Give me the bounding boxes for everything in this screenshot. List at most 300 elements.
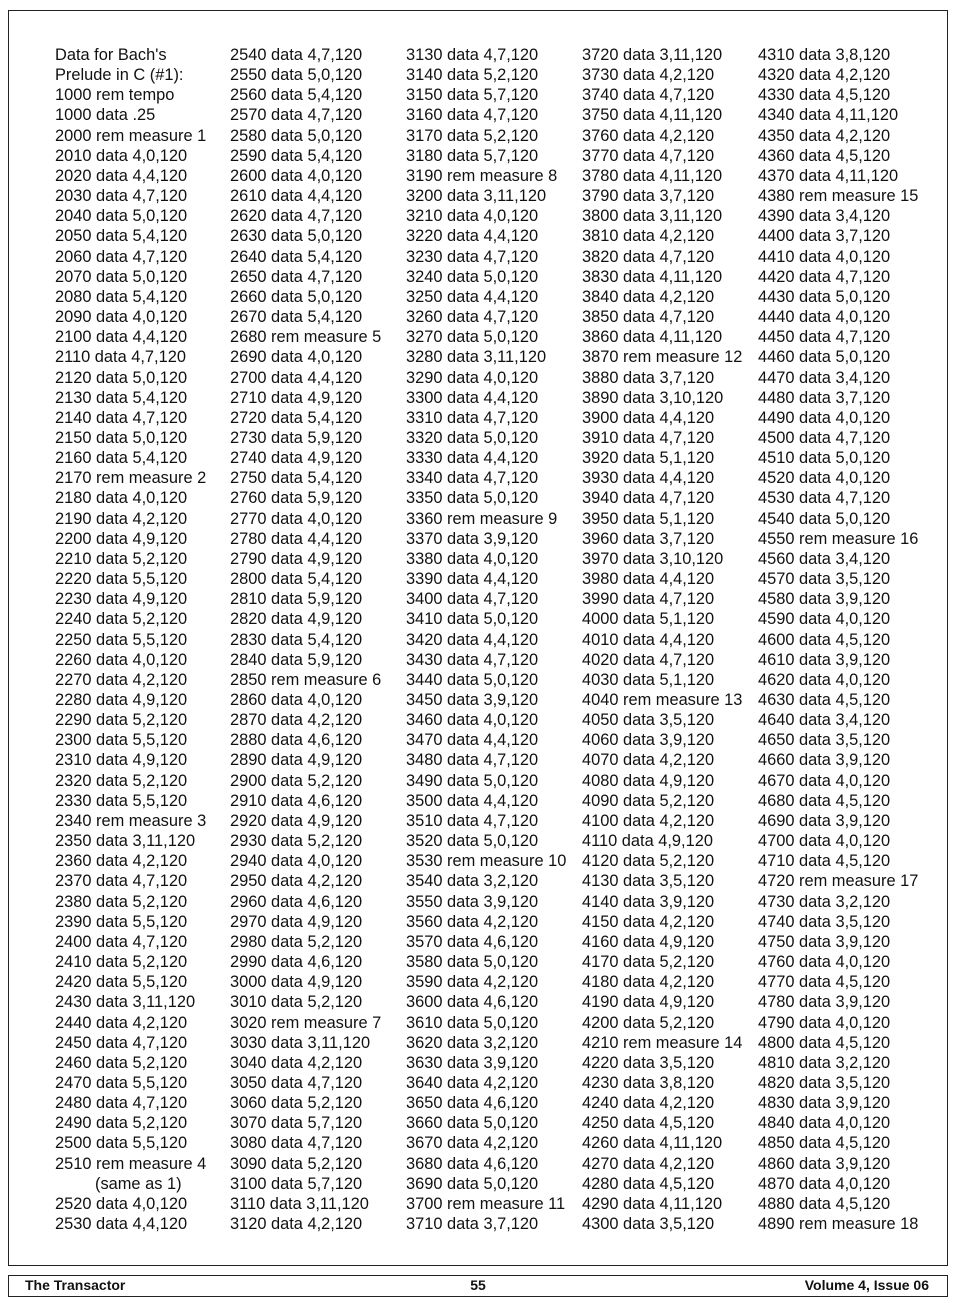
listing-line: 2340 rem measure 3: [55, 811, 207, 830]
listing-line: 4170 data 5,2,120: [582, 953, 715, 972]
listing-line: 2090 data 4,0,120: [55, 308, 188, 327]
listing-line: 4590 data 4,0,120: [758, 610, 891, 629]
listing-line: 2820 data 4,9,120: [230, 610, 363, 629]
listing-line: 2210 data 5,2,120: [55, 549, 188, 568]
listing-line: 2250 data 5,5,120: [55, 630, 188, 649]
listing-line: 2670 data 5,4,120: [230, 308, 363, 327]
listing-line: 2200 data 4,9,120: [55, 529, 188, 548]
listing-line: 3740 data 4,7,120: [582, 86, 715, 105]
listing-line: 3750 data 4,11,120: [582, 106, 723, 125]
listing-line: 2040 data 5,0,120: [55, 207, 188, 226]
listing-line: 4340 data 4,11,120: [758, 106, 899, 125]
listing-line: 3970 data 3,10,120: [582, 549, 724, 568]
listing-line: 3230 data 4,7,120: [406, 247, 539, 266]
listing-line: 3080 data 4,7,120: [230, 1134, 363, 1153]
listing-line: 2890 data 4,9,120: [230, 751, 363, 770]
listing-line: 2540 data 4,7,120: [230, 46, 363, 64]
page-number: 55: [470, 1277, 486, 1293]
listing-line: 3470 data 4,4,120: [406, 731, 539, 750]
listing-line: 2610 data 4,4,120: [230, 187, 363, 206]
listing-line: 4140 data 3,9,120: [582, 892, 715, 911]
listing-line: 3810 data 4,2,120: [582, 227, 715, 246]
listing-line: 4010 data 4,4,120: [582, 630, 715, 649]
listing-line: 2440 data 4,2,120: [55, 1013, 188, 1032]
listing-line: 2980 data 5,2,120: [230, 932, 363, 951]
listing-line: 2480 data 4,7,120: [55, 1094, 188, 1113]
listing-line: 2560 data 5,4,120: [230, 86, 363, 105]
listing-line: 3200 data 3,11,120: [406, 187, 547, 206]
listing-line: 4610 data 3,9,120: [758, 650, 891, 669]
listing-line: 2470 data 5,5,120: [55, 1073, 188, 1092]
listing-line: 3270 data 5,0,120: [406, 328, 539, 347]
listing-line: 3690 data 5,0,120: [406, 1174, 539, 1193]
listing-line: 3990 data 4,7,120: [582, 590, 715, 609]
listing-line: 4700 data 4,0,120: [758, 832, 891, 851]
listing-line: 3150 data 5,7,120: [406, 86, 539, 105]
listing-line: 2410 data 5,2,120: [55, 953, 188, 972]
listing-line: 3720 data 3,11,120: [582, 46, 723, 64]
listing-line: 2660 data 5,0,120: [230, 287, 363, 306]
listing-line: 4620 data 4,0,120: [758, 670, 891, 689]
listing-line: 4310 data 3,8,120: [758, 46, 891, 64]
listing-line: 4560 data 3,4,120: [758, 549, 891, 568]
listing-line: 3780 data 4,11,120: [582, 166, 723, 185]
listing-line: 2970 data 4,9,120: [230, 912, 363, 931]
listing-line: 3000 data 4,9,120: [230, 973, 363, 992]
listing-line: 4770 data 4,5,120: [758, 973, 891, 992]
listing-line: 2650 data 4,7,120: [230, 267, 363, 286]
listing-line: 2880 data 4,6,120: [230, 731, 363, 750]
listing-line: 3530 rem measure 10: [406, 852, 567, 871]
listing-line: 4680 data 4,5,120: [758, 791, 891, 810]
listing-line: 1000 rem tempo: [55, 86, 175, 105]
listing-line: 4640 data 3,4,120: [758, 711, 891, 730]
listing-line: 4080 data 4,9,120: [582, 771, 715, 790]
listing-line: 3670 data 4,2,120: [406, 1134, 539, 1153]
listing-line: 4490 data 4,0,120: [758, 408, 891, 427]
listing-line: 4180 data 4,2,120: [582, 973, 715, 992]
listing-line: 4210 rem measure 14: [582, 1033, 743, 1052]
listing-line: 2510 rem measure 4: [55, 1154, 207, 1173]
listing-line: 3570 data 4,6,120: [406, 932, 539, 951]
listing-line: 3730 data 4,2,120: [582, 66, 715, 85]
listing-line: 3280 data 3,11,120: [406, 348, 547, 367]
listing-line: 2150 data 5,0,120: [55, 428, 188, 447]
listing-line: 4240 data 4,2,120: [582, 1094, 715, 1113]
listing-line: 3480 data 4,7,120: [406, 751, 539, 770]
listing-line: 3410 data 5,0,120: [406, 610, 539, 629]
listing-line: 3010 data 5,2,120: [230, 993, 363, 1012]
listing-line: 4150 data 4,2,120: [582, 912, 715, 931]
listing-line: 2180 data 4,0,120: [55, 489, 188, 508]
listing-line: 3290 data 4,0,120: [406, 368, 539, 387]
listing-line: 3450 data 3,9,120: [406, 691, 539, 709]
listing-line: 4220 data 3,5,120: [582, 1053, 715, 1072]
listing-line: 4230 data 3,8,120: [582, 1073, 715, 1092]
listing-line: 4400 data 3,7,120: [758, 227, 891, 246]
listing-line: 4420 data 4,7,120: [758, 267, 891, 286]
listing-line: 4740 data 3,5,120: [758, 912, 891, 931]
listing-line: 2240 data 5,2,120: [55, 610, 188, 629]
listing-line: 2400 data 4,7,120: [55, 932, 188, 951]
listing-line: 3240 data 5,0,120: [406, 267, 539, 286]
listing-line: 4760 data 4,0,120: [758, 953, 891, 972]
listing-line: 2160 data 5,4,120: [55, 449, 188, 468]
listing-line: 3560 data 4,2,120: [406, 912, 539, 931]
listing-line: 3040 data 4,2,120: [230, 1053, 363, 1072]
listing-line: 2990 data 4,6,120: [230, 953, 363, 972]
listing-line: 3660 data 5,0,120: [406, 1114, 539, 1133]
listing-line: 3400 data 4,7,120: [406, 590, 539, 609]
listing-line: 4350 data 4,2,120: [758, 126, 891, 145]
listing-line: 3380 data 4,0,120: [406, 549, 539, 568]
listing-line: 2910 data 4,6,120: [230, 791, 363, 810]
listing-line: 4320 data 4,2,120: [758, 66, 891, 85]
listing-line: 2780 data 4,4,120: [230, 529, 363, 548]
listing-line: 4480 data 3,7,120: [758, 388, 891, 407]
listing-line: 2230 data 4,9,120: [55, 590, 188, 609]
listing-line: 4540 data 5,0,120: [758, 509, 891, 528]
listing-line: 2220 data 5,5,120: [55, 570, 188, 589]
listing-line: 3180 data 5,7,120: [406, 146, 539, 165]
listing-line: 4720 rem measure 17: [758, 872, 919, 891]
listing-line: 3260 data 4,7,120: [406, 308, 539, 327]
listing-line: 3630 data 3,9,120: [406, 1053, 539, 1072]
listing-line: 4190 data 4,9,120: [582, 993, 715, 1012]
listing-line: 4300 data 3,5,120: [582, 1215, 715, 1234]
listing-line: 4330 data 4,5,120: [758, 86, 891, 105]
listing-line: 3580 data 5,0,120: [406, 953, 539, 972]
listing-line: 4890 rem measure 18: [758, 1215, 919, 1234]
listing-line: 4880 data 4,5,120: [758, 1194, 891, 1213]
listing-line: 4370 data 4,11,120: [758, 166, 899, 185]
listing-line: 2190 data 4,2,120: [55, 509, 188, 528]
listing-line: 2710 data 4,9,120: [230, 388, 363, 407]
listing-line: 2570 data 4,7,120: [230, 106, 363, 125]
listing-line: 4550 rem measure 16: [758, 529, 919, 548]
listing-line: 2310 data 4,9,120: [55, 751, 188, 770]
listing-line: 3110 data 3,11,120: [230, 1194, 369, 1213]
listing-line: 2270 data 4,2,120: [55, 670, 188, 689]
listing-line: 3070 data 5,7,120: [230, 1114, 363, 1133]
listing-line: 4840 data 4,0,120: [758, 1114, 891, 1133]
listing-line: 2380 data 5,2,120: [55, 892, 188, 911]
listing-line: 4750 data 3,9,120: [758, 932, 891, 951]
listing-line: 2750 data 5,4,120: [230, 469, 363, 488]
listing-line: 4800 data 4,5,120: [758, 1033, 891, 1052]
listing-line: 4380 rem measure 15: [758, 187, 919, 206]
listing-line: 4860 data 3,9,120: [758, 1154, 891, 1173]
listing-line: 4500 data 4,7,120: [758, 428, 891, 447]
listing-line: 4030 data 5,1,120: [582, 670, 715, 689]
listing-line: 3170 data 5,2,120: [406, 126, 539, 145]
listing-line: 4290 data 4,11,120: [582, 1194, 723, 1213]
listing-line: 4470 data 3,4,120: [758, 368, 891, 387]
publication-name: The Transactor: [25, 1277, 126, 1293]
listing-line: 2940 data 4,0,120: [230, 852, 363, 871]
listing-line: 4440 data 4,0,120: [758, 308, 891, 327]
listing-line: 4510 data 5,0,120: [758, 449, 891, 468]
listing-line: 3640 data 4,2,120: [406, 1073, 539, 1092]
listing-line: 3420 data 4,4,120: [406, 630, 539, 649]
page-footer: [8, 1275, 948, 1297]
listing-line: 4820 data 3,5,120: [758, 1073, 891, 1092]
listing-line: 3360 rem measure 9: [406, 509, 558, 528]
listing-line: 2130 data 5,4,120: [55, 388, 188, 407]
listing-line: 3680 data 4,6,120: [406, 1154, 539, 1173]
listing-line: 4520 data 4,0,120: [758, 469, 891, 488]
listing-line: 3880 data 3,7,120: [582, 368, 715, 387]
listing-line: 2760 data 5,9,120: [230, 489, 363, 508]
listing-line: 4830 data 3,9,120: [758, 1094, 891, 1113]
listing-line: 3500 data 4,4,120: [406, 791, 539, 810]
listing-line: 3620 data 3,2,120: [406, 1033, 539, 1052]
listing-line: 3840 data 4,2,120: [582, 287, 715, 306]
listing-line: 3210 data 4,0,120: [406, 207, 539, 226]
listing-line: 3440 data 5,0,120: [406, 670, 539, 689]
listing-line: 2330 data 5,5,120: [55, 791, 188, 810]
listing-line: 3550 data 3,9,120: [406, 892, 539, 911]
listing-line: 2950 data 4,2,120: [230, 872, 363, 891]
listing-line: 2690 data 4,0,120: [230, 348, 363, 367]
listing-line: 3300 data 4,4,120: [406, 388, 539, 407]
listing-line: 4600 data 4,5,120: [758, 630, 891, 649]
listing-line: 3350 data 5,0,120: [406, 489, 539, 508]
listing-line: 4090 data 5,2,120: [582, 791, 715, 810]
listing-line: 2460 data 5,2,120: [55, 1053, 188, 1072]
listing-line: 2430 data 3,11,120: [55, 993, 196, 1012]
listing-line: 2110 data 4,7,120: [55, 348, 186, 367]
listing-line: 2860 data 4,0,120: [230, 691, 363, 709]
listing-line: 2830 data 5,4,120: [230, 630, 363, 649]
listing-line: 3140 data 5,2,120: [406, 66, 539, 85]
listing-line: 2900 data 5,2,120: [230, 771, 363, 790]
listing-line: 4530 data 4,7,120: [758, 489, 891, 508]
listing-line: 2000 rem measure 1: [55, 126, 207, 145]
listing-line: 4260 data 4,11,120: [582, 1134, 723, 1153]
listing-line: 2730 data 5,9,120: [230, 428, 363, 447]
listing-line: 2630 data 5,0,120: [230, 227, 363, 246]
listing-line: 3960 data 3,7,120: [582, 529, 715, 548]
listing-line: 2260 data 4,0,120: [55, 650, 188, 669]
listing-line: 4270 data 4,2,120: [582, 1154, 715, 1173]
listing-line: 3610 data 5,0,120: [406, 1013, 539, 1032]
listing-line: 2280 data 4,9,120: [55, 691, 188, 709]
listing-line: 3650 data 4,6,120: [406, 1094, 539, 1113]
listing-line: 2800 data 5,4,120: [230, 570, 363, 589]
listing-line: 3340 data 4,7,120: [406, 469, 539, 488]
listing-line: 3600 data 4,6,120: [406, 993, 539, 1012]
listing-line: 2590 data 5,4,120: [230, 146, 363, 165]
listing-line: 3020 rem measure 7: [230, 1013, 382, 1032]
listing-line: 3120 data 4,2,120: [230, 1215, 363, 1234]
listing-line: 4850 data 4,5,120: [758, 1134, 891, 1153]
listing-line: 2740 data 4,9,120: [230, 449, 363, 468]
listing-line: 4690 data 3,9,120: [758, 811, 891, 830]
listing-line: 2850 rem measure 6: [230, 670, 382, 689]
listing-line: 3900 data 4,4,120: [582, 408, 715, 427]
listing-line: 3060 data 5,2,120: [230, 1094, 363, 1113]
listing-line: 3310 data 4,7,120: [406, 408, 539, 427]
listing-line: 3770 data 4,7,120: [582, 146, 715, 165]
listing-line: 4580 data 3,9,120: [758, 590, 891, 609]
listing-line: Data for Bach's: [55, 46, 167, 64]
listing-line: 2640 data 5,4,120: [230, 247, 363, 266]
listing-line: 4810 data 3,2,120: [758, 1053, 891, 1072]
listing-line: 3790 data 3,7,120: [582, 187, 715, 206]
listing-line: 4460 data 5,0,120: [758, 348, 891, 367]
listing-line: 2810 data 5,9,120: [230, 590, 363, 609]
listing-line: 4650 data 3,5,120: [758, 731, 891, 750]
listing-line: 2120 data 5,0,120: [55, 368, 188, 387]
listing-line: 2350 data 3,11,120: [55, 832, 196, 851]
listing-line: 3390 data 4,4,120: [406, 570, 539, 589]
listing-line: 2420 data 5,5,120: [55, 973, 188, 992]
listing-line: 3540 data 3,2,120: [406, 872, 539, 891]
listing-line: 3800 data 3,11,120: [582, 207, 723, 226]
listing-line: 3190 rem measure 8: [406, 166, 558, 185]
listing-line: 3520 data 5,0,120: [406, 832, 539, 851]
listing-line: 3320 data 5,0,120: [406, 428, 539, 447]
listing-line: 3890 data 3,10,120: [582, 388, 724, 407]
listing-line: 4710 data 4,5,120: [758, 852, 891, 871]
listing-line: 2450 data 4,7,120: [55, 1033, 188, 1052]
listing-line: Prelude in C (#1):: [55, 66, 184, 85]
listing-column-5: [758, 45, 918, 1234]
listing-line: 4120 data 5,2,120: [582, 852, 715, 871]
listing-line: 2840 data 5,9,120: [230, 650, 363, 669]
listing-line: 2790 data 4,9,120: [230, 549, 363, 568]
listing-line: 4670 data 4,0,120: [758, 771, 891, 790]
listing-line: 2290 data 5,2,120: [55, 711, 188, 730]
listing-line: 4110 data 4,9,120: [582, 832, 713, 851]
listing-line: 3940 data 4,7,120: [582, 489, 715, 508]
listing-line: 4660 data 3,9,120: [758, 751, 891, 770]
listing-line: 2060 data 4,7,120: [55, 247, 188, 266]
listing-line: 3830 data 4,11,120: [582, 267, 723, 286]
listing-line: 4280 data 4,5,120: [582, 1174, 715, 1193]
listing-line: 2030 data 4,7,120: [55, 187, 188, 206]
listing-line: 4450 data 4,7,120: [758, 328, 891, 347]
listing-line: 3930 data 4,4,120: [582, 469, 715, 488]
listing-line: 2620 data 4,7,120: [230, 207, 363, 226]
listing-line: 4000 data 5,1,120: [582, 610, 715, 629]
listing-line: 3870 rem measure 12: [582, 348, 743, 367]
listing-line: 4050 data 3,5,120: [582, 711, 715, 730]
listing-line: 2300 data 5,5,120: [55, 731, 188, 750]
listing-line: 3710 data 3,7,120: [406, 1215, 539, 1234]
listing-line: 2390 data 5,5,120: [55, 912, 188, 931]
listing-line: 2600 data 4,0,120: [230, 166, 363, 185]
listing-line: 3920 data 5,1,120: [582, 449, 715, 468]
listing-line: 2170 rem measure 2: [55, 469, 207, 488]
listing-line: 2360 data 4,2,120: [55, 852, 188, 871]
listing-line: 2550 data 5,0,120: [230, 66, 363, 85]
listing-line: 2530 data 4,4,120: [55, 1215, 188, 1234]
listing-line: 2100 data 4,4,120: [55, 328, 188, 347]
listing-line: 3430 data 4,7,120: [406, 650, 539, 669]
listing-line: 3130 data 4,7,120: [406, 46, 539, 64]
listing-line: 4060 data 3,9,120: [582, 731, 715, 750]
listing-line: 4070 data 4,2,120: [582, 751, 715, 770]
page-frame: [8, 10, 948, 1266]
listing-line: 2320 data 5,2,120: [55, 771, 188, 790]
listing-column-4: [582, 45, 742, 1234]
listing-line: 3980 data 4,4,120: [582, 570, 715, 589]
listing-line: 3950 data 5,1,120: [582, 509, 715, 528]
listing-line: 3760 data 4,2,120: [582, 126, 715, 145]
listing-line: 3370 data 3,9,120: [406, 529, 539, 548]
listing-line: 4160 data 4,9,120: [582, 932, 715, 951]
listing-line: 4040 rem measure 13: [582, 691, 743, 709]
listing-line: (same as 1): [95, 1174, 182, 1193]
listing-line: 3090 data 5,2,120: [230, 1154, 363, 1173]
listing-line: 2580 data 5,0,120: [230, 126, 363, 145]
listing-column-1: [55, 45, 206, 1234]
listing-line: 3860 data 4,11,120: [582, 328, 723, 347]
listing-line: 3160 data 4,7,120: [406, 106, 539, 125]
listing-line: 2720 data 5,4,120: [230, 408, 363, 427]
listing-line: 4780 data 3,9,120: [758, 993, 891, 1012]
listing-line: 2500 data 5,5,120: [55, 1134, 188, 1153]
listing-line: 4360 data 4,5,120: [758, 146, 891, 165]
listing-line: 3850 data 4,7,120: [582, 308, 715, 327]
listing-line: 3250 data 4,4,120: [406, 287, 539, 306]
listing-line: 2930 data 5,2,120: [230, 832, 363, 851]
listing-line: 4250 data 4,5,120: [582, 1114, 715, 1133]
listing-column-3: [406, 45, 566, 1234]
listing-line: 2520 data 4,0,120: [55, 1194, 188, 1213]
listing-line: 3490 data 5,0,120: [406, 771, 539, 790]
listing-line: 3100 data 5,7,120: [230, 1174, 363, 1193]
listing-line: 1000 data .25: [55, 106, 156, 125]
listing-line: 3030 data 3,11,120: [230, 1033, 371, 1052]
listing-line: 4870 data 4,0,120: [758, 1174, 891, 1193]
issue-label: Volume 4, Issue 06: [804, 1277, 929, 1293]
listing-line: 2010 data 4,0,120: [55, 146, 188, 165]
listing-line: 2020 data 4,4,120: [55, 166, 188, 185]
listing-line: 2370 data 4,7,120: [55, 872, 188, 891]
listing-line: 4570 data 3,5,120: [758, 570, 891, 589]
listing-line: 4390 data 3,4,120: [758, 207, 891, 226]
listing-line: 2070 data 5,0,120: [55, 267, 188, 286]
listing-line: 3220 data 4,4,120: [406, 227, 539, 246]
listing-line: 2700 data 4,4,120: [230, 368, 363, 387]
listing-line: 2770 data 4,0,120: [230, 509, 363, 528]
listing-line: 4730 data 3,2,120: [758, 892, 891, 911]
listing-line: 3510 data 4,7,120: [406, 811, 539, 830]
listing-line: 4790 data 4,0,120: [758, 1013, 891, 1032]
listing-line: 2490 data 5,2,120: [55, 1114, 188, 1133]
listing-line: 3460 data 4,0,120: [406, 711, 539, 730]
listing-line: 3050 data 4,7,120: [230, 1073, 363, 1092]
listing-line: 2050 data 5,4,120: [55, 227, 188, 246]
listing-line: 4410 data 4,0,120: [758, 247, 891, 266]
listing-line: 2140 data 4,7,120: [55, 408, 188, 427]
listing-line: 3910 data 4,7,120: [582, 428, 715, 447]
listing-line: 4020 data 4,7,120: [582, 650, 715, 669]
listing-line: 2920 data 4,9,120: [230, 811, 363, 830]
listing-line: 4130 data 3,5,120: [582, 872, 715, 891]
listing-line: 3700 rem measure 11: [406, 1194, 566, 1213]
listing-line: 2080 data 5,4,120: [55, 287, 188, 306]
listing-line: 4430 data 5,0,120: [758, 287, 891, 306]
listing-line: 2680 rem measure 5: [230, 328, 382, 347]
listing-line: 3330 data 4,4,120: [406, 449, 539, 468]
listing-line: 2960 data 4,6,120: [230, 892, 363, 911]
listing-line: 3820 data 4,7,120: [582, 247, 715, 266]
listing-line: 4200 data 5,2,120: [582, 1013, 715, 1032]
